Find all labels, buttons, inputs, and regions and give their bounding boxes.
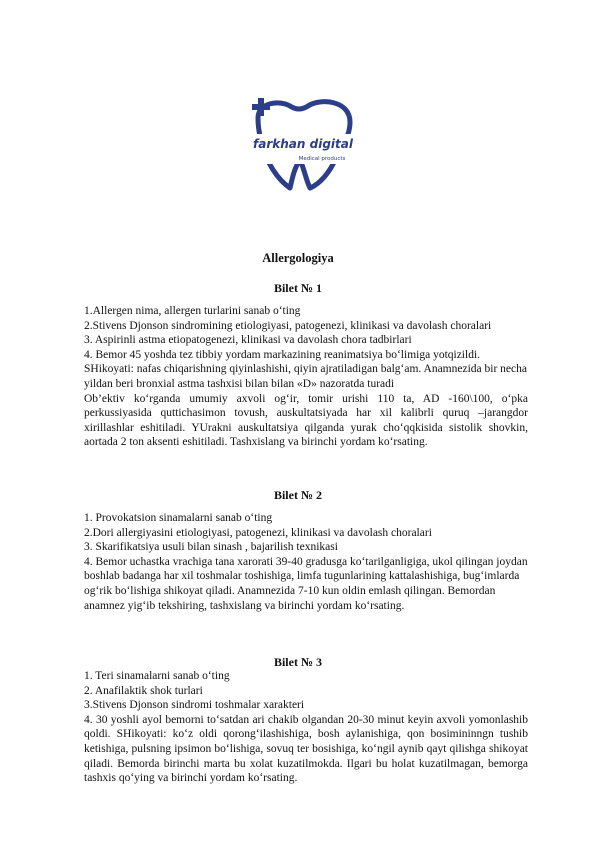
bilet-1-line: yildan beri bronxial astma tashxisi bilan bilan «D» nazoratda turadi [84,377,395,390]
bilet-3-line: 3.Stivens Djonson sindromi toshmalar xarakteri [84,699,305,712]
bilet-1-section [84,304,528,450]
bilet-2-heading: Bilet № 2 [273,488,323,502]
logo-brand: farkhan digital [253,137,353,151]
bilet-2-line: 3. Skarifikatsiya usuli bilan sinash , bajarilish texnikasi [84,541,338,554]
logo-tagline: Medical products [298,156,346,162]
bilet-1-line: 1.Allergen nima, allergen turlarini sanab o‘ting [84,305,301,317]
bilet-2-line: 1. Provokatsion sinamalarni sanab o‘ting [84,512,273,524]
bilet-3-line: 2. Anafilaktik shok turlari [84,684,203,697]
document-title: Allergologiya [262,251,334,265]
bilet-3-line: 1. Teri sinamalarni sanab o‘ting [84,670,230,682]
bilet-1-case-paragraph: Ob’ektiv ko‘rganda umumiy axvoli og‘ir, tomir urishi 110 ta, AD -160\100, o‘pka perkussiyasida quttichasimon tovush, auskultatsiyada har xil kalibrli quruq –jarangdor xirillashlar eshitiladi. YUrakni auskultatsiya qilganda yurak cho‘qqkisida sistolik shovkin, aortada 2 ton aksenti eshitiladi. Tashxislang va birinchi yordam ko‘rsating. [84,392,528,449]
bilet-1-line: 3. Aspirinli astma etiopatogenezi, klinikasi va davolash chora tadbirlari [84,334,412,347]
bilet-1-line: 4. Bemor 45 yoshda tez tibbiy yordam markazining reanimatsiya bo‘limiga yotqizildi. [84,348,481,361]
bilet-1-heading: Bilet № 1 [273,281,323,295]
bilet-1-line: SHikoyati: nafas chiqarishning qiyinlashishi, qiyin ajratiladigan balg‘am. Anamnezida bir necha [84,363,527,376]
bilet-2-line: anamnez yig‘ib tekshiring, tashxislang va birinchi yordam ko‘rsating. [84,599,405,612]
bilet-2-line: 2.Dori allergiyasini etiologiyasi, patogenezi, klinikasi va davolash choralari [84,526,432,539]
bilet-3-heading: Bilet № 3 [273,655,323,669]
bilet-2-line: boshlab badanga har xil toshmalar toshishiga, limfa tugunlarining kattalashishiga, bug‘imlarda [84,570,520,583]
company-logo [244,92,362,192]
bilet-2-line: 4. Bemor uchastka vrachiga tana xarorati 39-40 gradusga ko‘tarilganligiga, ukol qilingan joydan [84,555,528,568]
bilet-2-line: og‘rik bo‘lishiga shikoyat qiladi. Anamnezida 7-10 kun oldin emlash qilingan. Bemordan [84,584,496,597]
bilet-3-case-paragraph: 4. 30 yoshli ayol bemorni to‘satdan ari chakib olgandan 20-30 minut keyin axvoli yomonlashib qoldi. SHikoyati: ko‘z oldi qorong‘ilashishiga, bosh aylanishiga, qon bosimininngn tushib ketishiga, pulsning ipsimon bo‘lishiga, sovuq ter bosishiga, ko‘ngil aynib qayt qilishga shikoyat qiladi. Bemorda birinchi marta bu xolat kuzatilmokda. Ilgari bu holat kuzatilmagan, bemorga tashxis qo‘ying va birinchi yordam ko‘rsating. [84,713,528,785]
bilet-3-section [84,669,528,786]
tooth-logo-icon [244,92,362,192]
bilet-1-line: 2.Stivens Djonson sindromining etiologiyasi, patogenezi, klinikasi va davolash choralari [84,319,492,332]
bilet-2-section [84,511,528,613]
